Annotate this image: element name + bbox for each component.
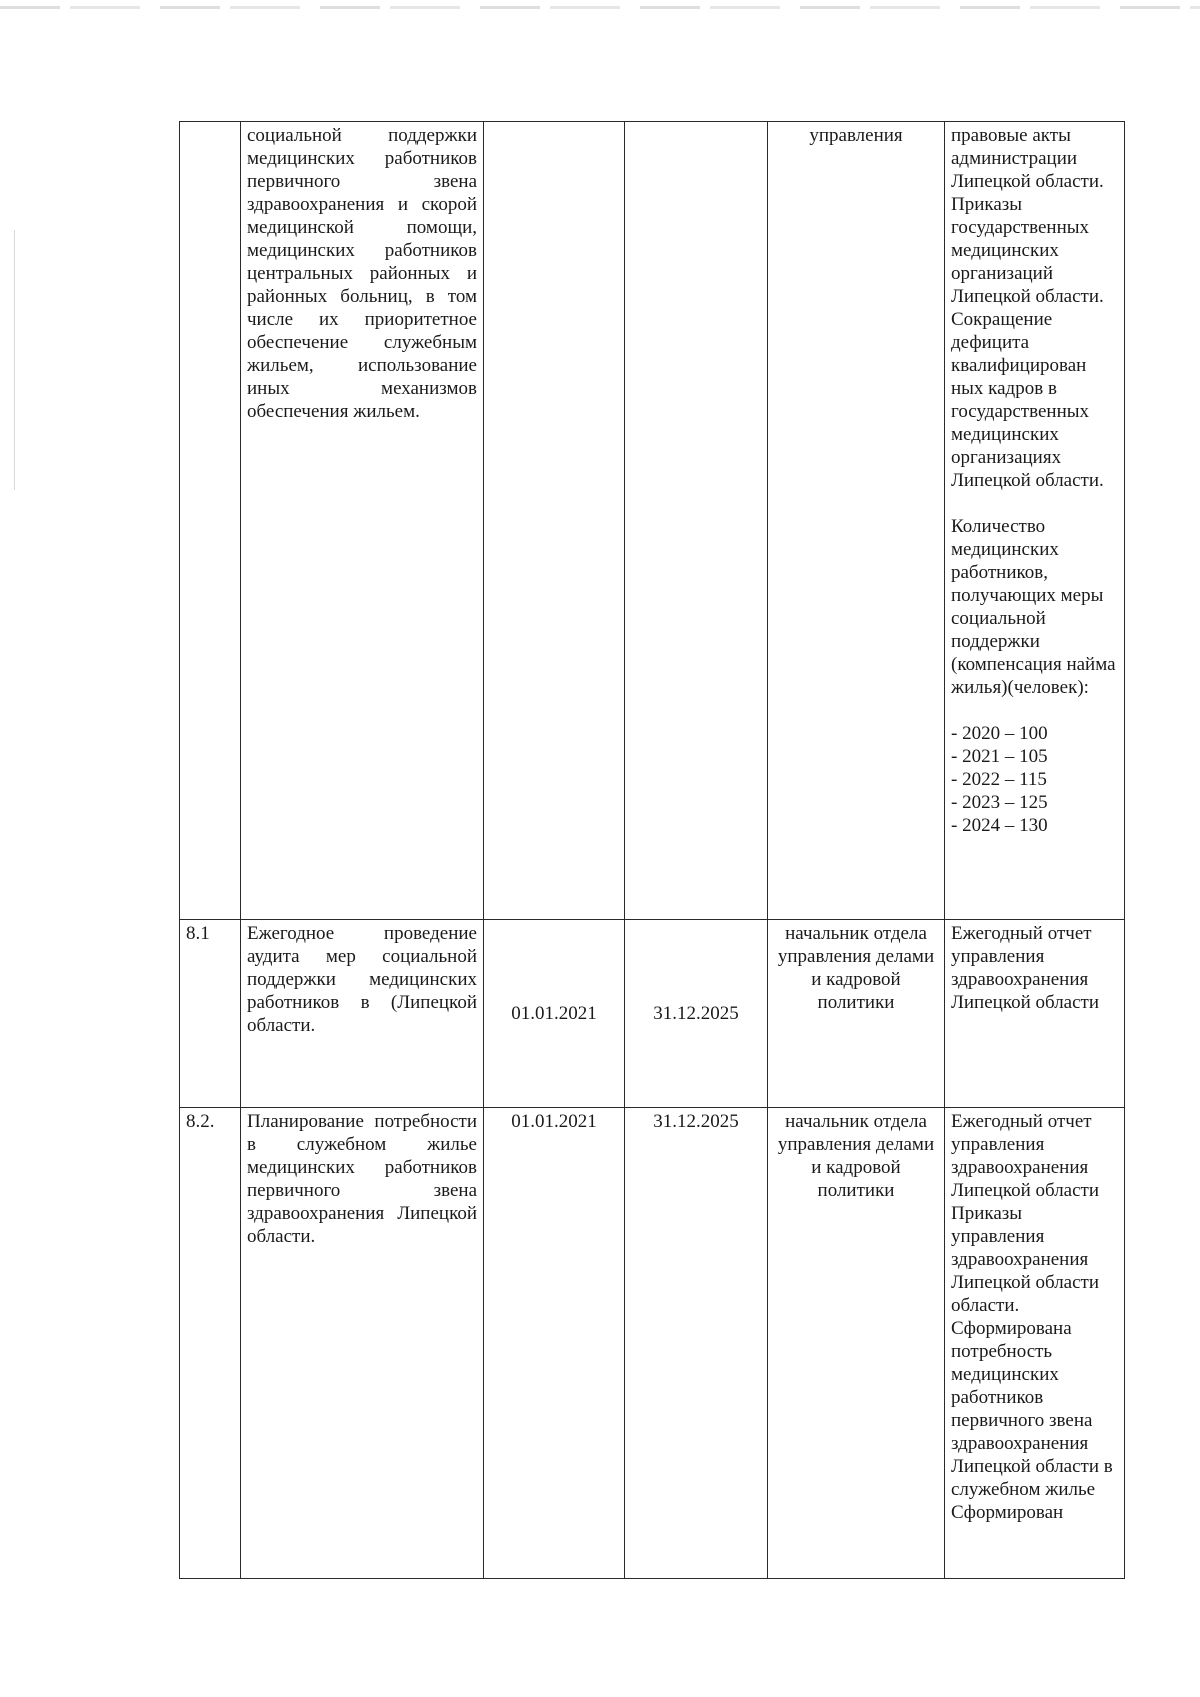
row-result: Ежегодный отчет управления здравоохранения Липецкой области [945, 920, 1125, 1108]
row-result [945, 122, 1125, 920]
row-number [180, 122, 241, 920]
result-year-item: - 2024 – 130 [951, 815, 1048, 836]
table-row [180, 920, 1125, 1108]
row-start-date [484, 122, 625, 920]
row-result: Ежегодный отчет управления здравоохранения Липецкой области Приказы управления здравоохранения Липецкой области области. Сформирована потребность медицинских работников первичного звена здравоохранения Липецкой области в служебном жилье Сформирован [945, 1108, 1125, 1579]
row-description: Планирование потребности в служебном жилье медицинских работников первичного звена здравоохранения Липецкой области. [241, 1108, 484, 1579]
row-start-date: 01.01.2021 [484, 920, 625, 1108]
plan-table [179, 121, 1125, 1579]
row-end-date: 31.12.2025 [625, 920, 768, 1108]
scan-left-artifact [14, 230, 15, 490]
row-responsible: управления [768, 122, 945, 920]
row-responsible: начальник отдела управления делами и кадровой политики [768, 1108, 945, 1579]
table-row [180, 1108, 1125, 1579]
result-year-item: - 2021 – 105 [951, 746, 1048, 767]
result-paragraph: правовые акты администрации Липецкой области. [951, 125, 1104, 192]
row-description: Ежегодное проведение аудита мер социальной поддержки медицинских работников в (Липецкой области. [241, 920, 484, 1108]
result-year-item: - 2022 – 115 [951, 769, 1047, 790]
result-year-item: - 2023 – 125 [951, 792, 1048, 813]
table-row [180, 122, 1125, 920]
row-start-date: 01.01.2021 [484, 1108, 625, 1579]
spacer [951, 492, 1118, 515]
result-year-item: - 2020 – 100 [951, 723, 1048, 744]
scan-edge-artifact [0, 6, 1200, 9]
row-number: 8.1 [180, 920, 241, 1108]
spacer [951, 699, 1118, 722]
row-end-date [625, 122, 768, 920]
result-paragraph: Приказы государственных медицинских организаций Липецкой области. [951, 194, 1104, 307]
row-end-date: 31.12.2025 [625, 1108, 768, 1579]
result-paragraph: Количество медицинских работников, получающих меры социальной поддержки (компенсация найма жилья)(человек): [951, 516, 1116, 698]
row-description: социальной поддержки медицинских работников первичного звена здравоохранения и скорой медицинской помощи, медицинских работников центральных районных и районных больниц, в том числе их приоритетное обеспечение служебным жильем, использование иных механизмов обеспечения жильем. [241, 122, 484, 920]
result-paragraph: Сокращение дефицита квалифицирован ных кадров в государственных медицинских организациях Липецкой области. [951, 309, 1104, 491]
row-number: 8.2. [180, 1108, 241, 1579]
row-responsible: начальник отдела управления делами и кадровой политики [768, 920, 945, 1108]
